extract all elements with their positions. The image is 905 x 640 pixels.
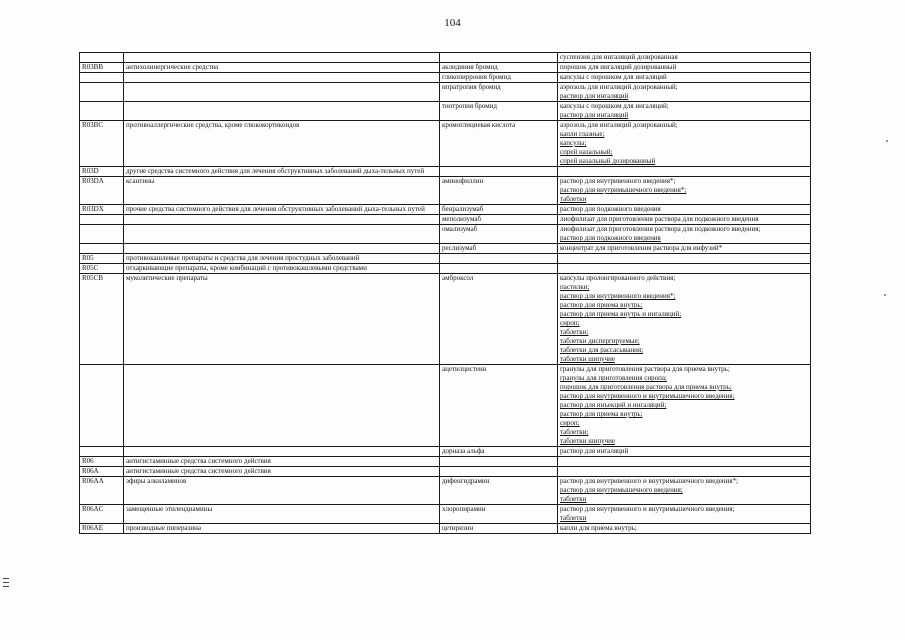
dosage-form: раствор для ингаляций xyxy=(560,111,629,119)
dosage-form-cell xyxy=(558,524,811,534)
pharmacological-group-cell xyxy=(124,244,440,254)
drug-name: ацетилцистеин xyxy=(442,365,487,373)
pharmacological-group-cell xyxy=(124,83,440,102)
dosage-form: капсулы; xyxy=(560,139,587,147)
table-row xyxy=(80,274,811,365)
dosage-form: таблетки шипучие xyxy=(560,437,615,445)
table-row xyxy=(80,205,811,215)
dosage-form-cell xyxy=(558,215,811,225)
atc-code-cell xyxy=(80,365,124,447)
dosage-form-cell xyxy=(558,264,811,274)
drug-name-cell xyxy=(440,457,558,467)
drug-name-cell xyxy=(440,63,558,73)
dosage-form: раствор для приема внутрь и ингаляций; xyxy=(560,310,682,318)
dosage-form: раствор для внутривенного и внутримышечного введения; xyxy=(560,392,735,400)
dosage-form-cell xyxy=(558,505,811,524)
drug-name-cell xyxy=(440,477,558,505)
dosage-form-cell xyxy=(558,467,811,477)
atc-code-cell: R06AA xyxy=(80,477,124,505)
table-row xyxy=(80,505,811,524)
drug-name-cell xyxy=(440,177,558,205)
pharmacological-group-cell xyxy=(124,447,440,457)
table-row xyxy=(80,524,811,534)
dosage-form-cell xyxy=(558,365,811,447)
dosage-form-cell xyxy=(558,102,811,121)
drug-name-cell xyxy=(440,447,558,457)
pharmacological-group-cell: антигистаминные средства системного действия xyxy=(124,467,440,477)
dosage-form: сироп; xyxy=(560,419,580,427)
drug-name-cell xyxy=(440,73,558,83)
pharmacological-group-cell xyxy=(124,225,440,244)
drug-name: амброксол xyxy=(442,274,474,282)
drug-name: кромоглициевая кислота xyxy=(442,121,516,129)
drug-name-cell xyxy=(440,83,558,102)
drug-name-cell xyxy=(440,505,558,524)
drug-name-cell xyxy=(440,244,558,254)
dosage-form: таблетки; xyxy=(560,428,589,436)
table-row xyxy=(80,177,811,205)
drug-name-cell xyxy=(440,524,558,534)
dosage-form: аэрозоль для ингаляций дозированный; xyxy=(560,121,678,129)
dosage-form: таблетки; xyxy=(560,328,589,336)
dosage-form: таблетки xyxy=(560,195,587,203)
atc-code-cell: R06AE xyxy=(80,524,124,534)
drug-name: тиотропия бромид xyxy=(442,102,497,110)
pharmacological-group-cell: противокашлевые препараты и средства для лечения простудных заболеваний xyxy=(124,254,440,264)
dosage-form-cell xyxy=(558,167,811,177)
drug-name-cell xyxy=(440,205,558,215)
drug-name: дифенгидрамин xyxy=(442,477,490,485)
table-row xyxy=(80,477,811,505)
dosage-form: спрей назальный; xyxy=(560,148,613,156)
table-row xyxy=(80,467,811,477)
atc-code-cell xyxy=(80,53,124,63)
atc-code-cell: R06 xyxy=(80,457,124,467)
table-row xyxy=(80,167,811,177)
atc-code-cell xyxy=(80,447,124,457)
dosage-form: раствор для внутримышечного введения; xyxy=(560,486,683,494)
drug-name-cell xyxy=(440,167,558,177)
table-row xyxy=(80,102,811,121)
dosage-form: раствор для подкожного введения xyxy=(560,234,661,242)
dosage-form: таблетки диспергируемые; xyxy=(560,337,640,345)
pharmacological-group-cell xyxy=(124,365,440,447)
dosage-form: капли для приема внутрь; xyxy=(560,524,637,532)
dosage-form: раствор для инъекций и ингаляций; xyxy=(560,401,667,409)
dosage-form: спрей назальный дозированный xyxy=(560,157,656,165)
atc-code-cell xyxy=(80,83,124,102)
drug-name: меполизумаб xyxy=(442,215,482,223)
pharmacological-group-cell: ксантины xyxy=(124,177,440,205)
dosage-form: раствор для внутривенного введения*; xyxy=(560,177,676,185)
table-row xyxy=(80,83,811,102)
atc-code-cell xyxy=(80,73,124,83)
dosage-form: раствор для внутривенного и внутримышечного введения*; xyxy=(560,477,739,485)
atc-code-cell: R05CB xyxy=(80,274,124,365)
dosage-form: порошок для приготовления раствора для приема внутрь; xyxy=(560,383,732,391)
drug-name: аминофиллин xyxy=(442,177,484,185)
drug-name: гликопиррония бромид xyxy=(442,73,511,81)
dosage-form: раствор для внутримышечного введения*; xyxy=(560,186,687,194)
dosage-form-cell xyxy=(558,274,811,365)
drug-name: хлоропирамин xyxy=(442,505,486,513)
pharmacological-group-cell: прочие средства системного действия для лечения обструктивных заболеваний дыха-тельных путей xyxy=(124,205,440,215)
dosage-form: таблетки для рассасывания; xyxy=(560,346,644,354)
dosage-form-cell xyxy=(558,225,811,244)
dosage-form: лиофилизат для приготовления раствора для подкожного введения; xyxy=(560,225,761,233)
drug-name-cell xyxy=(440,365,558,447)
atc-code-cell: R03BB xyxy=(80,63,124,73)
pharmacological-group-cell: другие средства системного действия для лечения обструктивных заболеваний дыха-тельных путей xyxy=(124,167,440,177)
atc-code-cell xyxy=(80,215,124,225)
dosage-form: порошок для ингаляций дозированный xyxy=(560,63,677,71)
dosage-form-cell xyxy=(558,244,811,254)
drug-classification-table xyxy=(79,52,811,534)
dosage-form: пастилки; xyxy=(560,283,590,291)
table-row xyxy=(80,225,811,244)
atc-code-cell: R03D xyxy=(80,167,124,177)
dosage-form-cell xyxy=(558,477,811,505)
dosage-form: таблетки шипучие xyxy=(560,355,615,363)
dosage-form: концентрат для приготовления раствора для инфузий* xyxy=(560,244,723,252)
pharmacological-group-cell: муколитические препараты xyxy=(124,274,440,365)
drug-name-cell xyxy=(440,121,558,167)
dosage-form: раствор для подкожного введения xyxy=(560,205,661,213)
dosage-form-cell xyxy=(558,73,811,83)
dosage-form: таблетки xyxy=(560,495,587,503)
dosage-form: гранулы для приготовления раствора для приема внутрь; xyxy=(560,365,730,373)
drug-name-cell xyxy=(440,53,558,63)
pharmacological-group-cell: производные пиперазина xyxy=(124,524,440,534)
dosage-form: раствор для внутривенного введения*; xyxy=(560,292,676,300)
dosage-form-cell xyxy=(558,83,811,102)
dosage-form: раствор для приема внутрь; xyxy=(560,301,643,309)
dosage-form: гранулы для приготовления сиропа; xyxy=(560,374,667,382)
dosage-form: таблетки xyxy=(560,514,587,522)
drug-name: реслизумаб xyxy=(442,244,477,252)
dosage-form: лиофилизат для приготовления раствора для подкожного введения xyxy=(560,215,759,223)
dosage-form: раствор для внутривенного и внутримышечного введения; xyxy=(560,505,735,513)
table-row xyxy=(80,457,811,467)
pharmacological-group-cell xyxy=(124,73,440,83)
atc-code-cell: R03BC xyxy=(80,121,124,167)
drug-name: цетиризин xyxy=(442,524,474,532)
table-row xyxy=(80,63,811,73)
dosage-form-cell xyxy=(558,457,811,467)
atc-code-cell: R05C xyxy=(80,264,124,274)
drug-name: ипратропия бромид xyxy=(442,83,501,91)
atc-code-cell: R05 xyxy=(80,254,124,264)
atc-code-cell: R06A xyxy=(80,467,124,477)
scan-dot xyxy=(886,140,888,142)
atc-code-cell: R03DX xyxy=(80,205,124,215)
pharmacological-group-cell xyxy=(124,53,440,63)
table-row xyxy=(80,264,811,274)
drug-name-cell xyxy=(440,264,558,274)
pharmacological-group-cell xyxy=(124,102,440,121)
dosage-form: капсулы с порошком для ингаляций xyxy=(560,73,667,81)
pharmacological-group-cell: противоаллергические средства, кроме глюкокортикоидов xyxy=(124,121,440,167)
atc-code-cell: R03DA xyxy=(80,177,124,205)
table-row xyxy=(80,365,811,447)
dosage-form: капли глазные; xyxy=(560,130,605,138)
drug-name-cell xyxy=(440,225,558,244)
page-number: 104 xyxy=(444,17,461,29)
dosage-form: капсулы с порошком для ингаляций; xyxy=(560,102,669,110)
atc-code-cell xyxy=(80,225,124,244)
table-row xyxy=(80,73,811,83)
table-row xyxy=(80,53,811,63)
margin-mark xyxy=(3,582,9,583)
pharmacological-group-cell: антихолинергические средства xyxy=(124,63,440,73)
table-row xyxy=(80,254,811,264)
atc-code-cell xyxy=(80,244,124,254)
dosage-form: аэрозоль для ингаляций дозированный; xyxy=(560,83,678,91)
drug-name: омализумаб xyxy=(442,225,478,233)
margin-mark xyxy=(3,586,9,587)
dosage-form-cell xyxy=(558,121,811,167)
table-body xyxy=(80,53,811,534)
dosage-form: сироп; xyxy=(560,319,580,327)
table-row xyxy=(80,121,811,167)
pharmacological-group-cell: отхаркивающие препараты, кроме комбинаций с противокашлевыми средствами xyxy=(124,264,440,274)
dosage-form: капсулы пролонгированного действия; xyxy=(560,274,676,282)
pharmacological-group-cell: замещенные этилендиамины xyxy=(124,505,440,524)
drug-name-cell xyxy=(440,102,558,121)
dosage-form: раствор для ингаляций xyxy=(560,447,629,455)
dosage-form-cell xyxy=(558,254,811,264)
atc-code-cell: R06AC xyxy=(80,505,124,524)
drug-name: дорназа альфа xyxy=(442,447,485,455)
drug-name: бенрализумаб xyxy=(442,205,484,213)
table-row xyxy=(80,215,811,225)
dosage-form-cell xyxy=(558,447,811,457)
drug-name-cell xyxy=(440,254,558,264)
dosage-form-cell xyxy=(558,53,811,63)
table-row xyxy=(80,244,811,254)
dosage-form-cell xyxy=(558,177,811,205)
dosage-form: раствор для ингаляций xyxy=(560,92,629,100)
pharmacological-group-cell: антигистаминные средства системного действия xyxy=(124,457,440,467)
dosage-form: суспензия для ингаляций дозированная xyxy=(560,53,678,61)
pharmacological-group-cell xyxy=(124,215,440,225)
drug-name-cell xyxy=(440,467,558,477)
drug-name-cell xyxy=(440,274,558,365)
drug-name: аклидиния бромид xyxy=(442,63,498,71)
pharmacological-group-cell: эфиры алкиламинов xyxy=(124,477,440,505)
table-row xyxy=(80,447,811,457)
scan-dot xyxy=(884,294,886,296)
drug-name-cell xyxy=(440,215,558,225)
dosage-form-cell xyxy=(558,63,811,73)
dosage-form: раствор для приема внутрь; xyxy=(560,410,643,418)
margin-mark xyxy=(3,578,9,579)
dosage-form-cell xyxy=(558,205,811,215)
atc-code-cell xyxy=(80,102,124,121)
